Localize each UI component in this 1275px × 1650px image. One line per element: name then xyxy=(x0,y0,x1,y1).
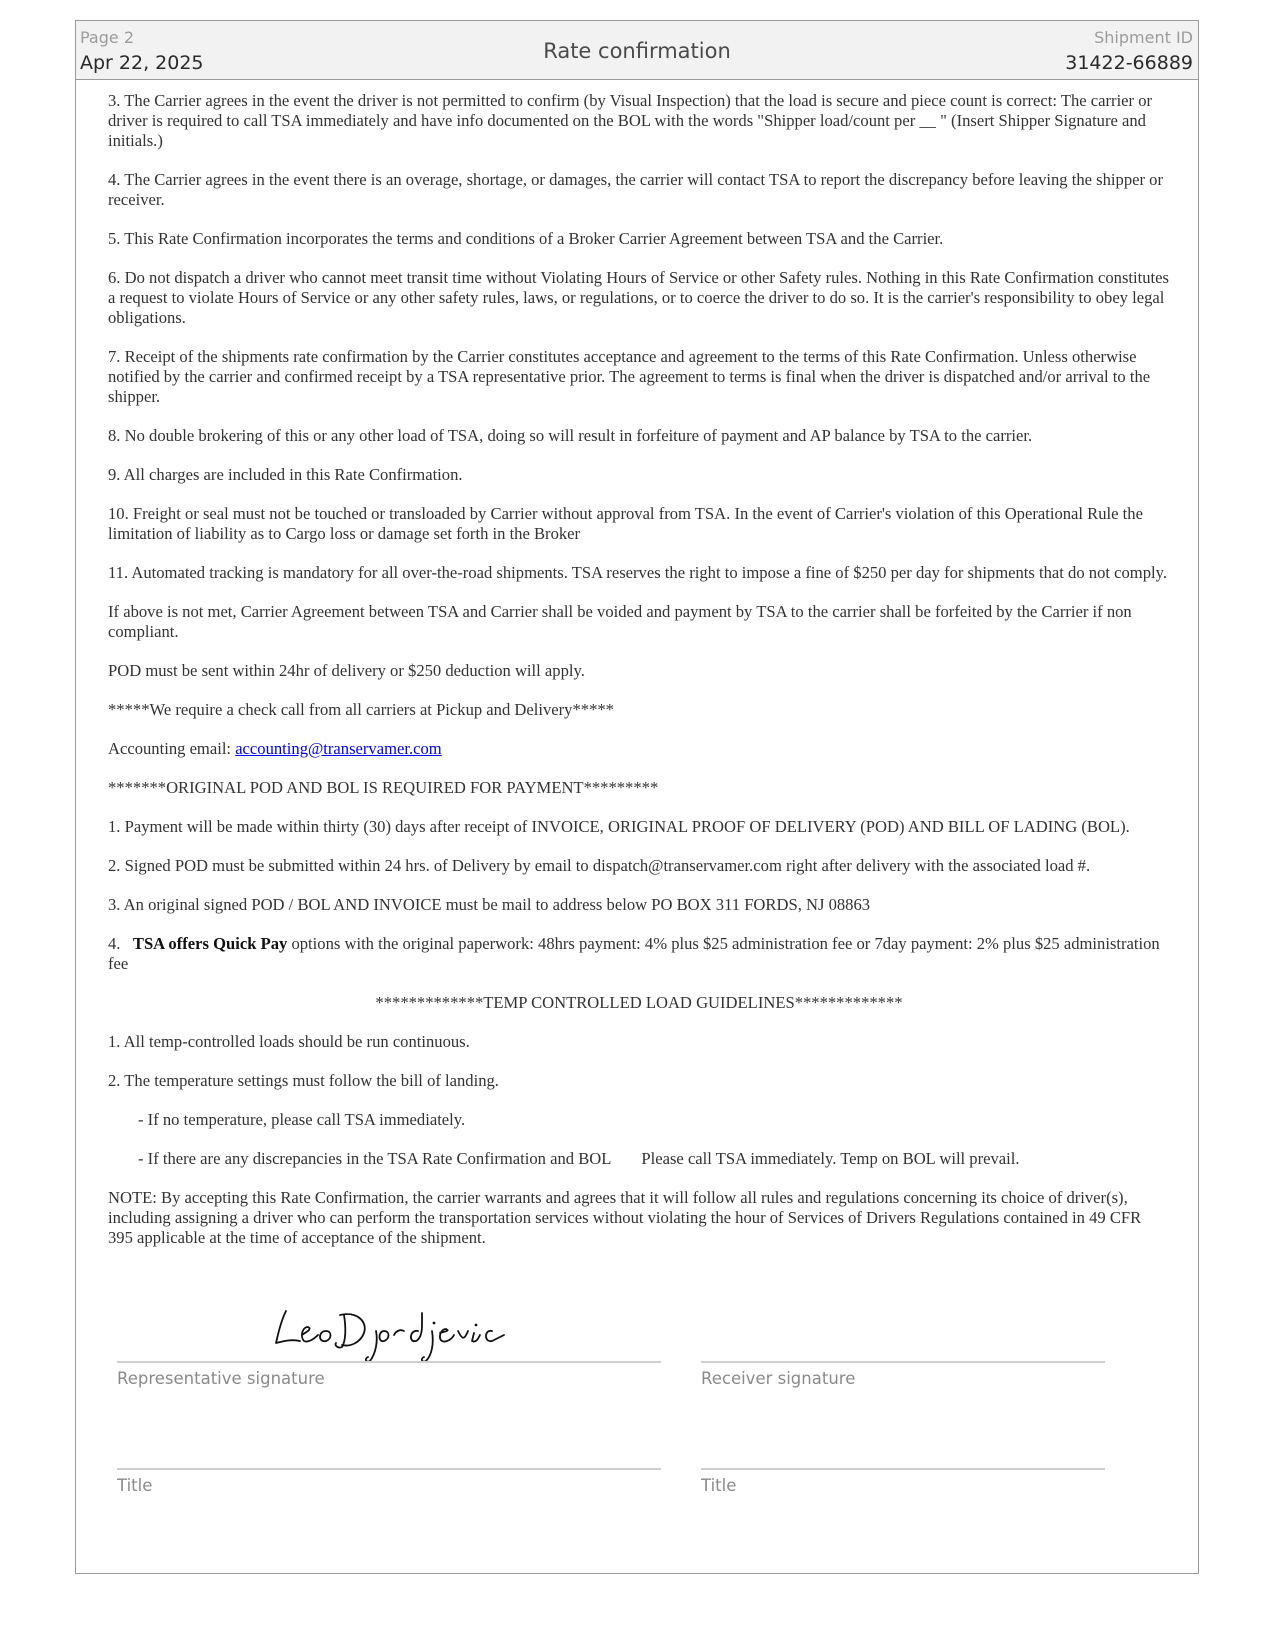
temp-sub-2b: Please call TSA immediately. Temp on BOL will prevail. xyxy=(641,1149,1020,1168)
term-5: 5. This Rate Confirmation incorporates the terms and conditions of a Broker Carrier Agreement between TSA and the Carrier. xyxy=(108,229,944,248)
accounting-email-link[interactable]: accounting@transervamer.com xyxy=(235,739,442,758)
term-9: 9. All charges are included in this Rate Confirmation. xyxy=(108,465,463,484)
temp-sub-2a: - If there are any discrepancies in the TSA Rate Confirmation and BOL xyxy=(138,1149,612,1168)
receiver-title-label: Title xyxy=(701,1476,737,1495)
page-header xyxy=(76,21,1198,80)
document-title: Rate confirmation xyxy=(543,39,731,63)
temp-guidelines-heading: *************TEMP CONTROLLED LOAD GUIDELINES************* xyxy=(375,993,903,1012)
quick-pay-label: TSA offers Quick Pay xyxy=(132,934,288,953)
pod-deadline-note: POD must be sent within 24hr of delivery or $250 deduction will apply. xyxy=(108,661,585,680)
temp-sub-2 xyxy=(108,1149,1170,1169)
non-compliance-note: If above is not met, Carrier Agreement between TSA and Carrier shall be voided and payment by TSA to the carrier shall be forfeited by the Carrier if non compliant. xyxy=(108,602,1132,641)
term-10: 10. Freight or seal must not be touched or transloaded by Carrier without approval from TSA. In the event of Carrier's violation of this Operational Rule the limitation of liability as to Cargo loss or damage set forth in the Broker xyxy=(108,504,1143,543)
accounting-email-line xyxy=(108,739,1170,759)
term-7: 7. Receipt of the shipments rate confirmation by the Carrier constitutes acceptance and agreement to the terms of this Rate Confirmation. Unless otherwise notified by the carrier and confirmed receipt by a TSA representative prior. The agreement to terms is final when the driver is dispatched and/or arrival to the shipper. xyxy=(108,347,1151,406)
accounting-email-label: Accounting email: xyxy=(108,739,236,758)
representative-signature-line xyxy=(117,1361,661,1363)
term-4: 4. The Carrier agrees in the event there is an overage, shortage, or damages, the carrier will contact TSA to report the discrepancy before leaving the shipper or receiver. xyxy=(108,170,1163,209)
page-number-label: Page 2 xyxy=(80,28,134,47)
payment-term-2: 2. Signed POD must be submitted within 24 hrs. of Delivery by email to dispatch@transervamer.com right after delivery with the associated load #. xyxy=(108,856,1091,875)
original-pod-note: *******ORIGINAL POD AND BOL IS REQUIRED FOR PAYMENT********* xyxy=(108,778,659,797)
check-call-note: *****We require a check call from all carriers at Pickup and Delivery***** xyxy=(108,700,614,719)
payment-term-3: 3. An original signed POD / BOL AND INVOICE must be mail to address below PO BOX 311 FORDS, NJ 08863 xyxy=(108,895,871,914)
signature-section xyxy=(76,1361,1198,1581)
receiver-signature-label: Receiver signature xyxy=(701,1369,856,1388)
representative-title-line xyxy=(117,1468,661,1470)
term-6: 6. Do not dispatch a driver who cannot meet transit time without Violating Hours of Service or other Safety rules. Nothing in this Rate Confirmation constitutes a request to violate Hours of Service or any other safety rules, laws, or regulations, or to coerce the driver to do so. It is the carrier's responsibility to obey legal obligations. xyxy=(108,268,1169,327)
temp-term-2: 2. The temperature settings must follow the bill of landing. xyxy=(108,1071,499,1090)
shipment-id: 31422-66889 xyxy=(1065,52,1193,74)
representative-signature-label: Representative signature xyxy=(117,1369,325,1388)
terms-body xyxy=(108,91,1170,1267)
temp-term-1: 1. All temp-controlled loads should be run continuous. xyxy=(108,1032,470,1051)
term-8: 8. No double brokering of this or any other load of TSA, doing so will result in forfeiture of payment and AP balance by TSA to the carrier. xyxy=(108,426,1033,445)
term-3: 3. The Carrier agrees in the event the driver is not permitted to confirm (by Visual Inspection) that the load is secure and piece count is correct: The carrier or driver is required to call TSA immediately and have info documented on the BOL with the words "Shipper load/count per __ " (Insert Shipper Signature and initials.) xyxy=(108,91,1153,150)
payment-term-4 xyxy=(108,934,1170,974)
receiver-title-line xyxy=(701,1468,1105,1470)
document-page xyxy=(75,20,1199,1574)
payment-term-1: 1. Payment will be made within thirty (30) days after receipt of INVOICE, ORIGINAL PROOF OF DELIVERY (POD) AND BILL OF LADING (BOL). xyxy=(108,817,1130,836)
payment-term-4-prefix: 4. xyxy=(108,934,133,953)
temp-note: NOTE: By accepting this Rate Confirmation, the carrier warrants and agrees that it will follow all rules and regulations concerning its choice of driver(s), including assigning a driver who can perform the transportation services without violating the hour of Services of Drivers Regulations contained in 49 CFR 395 applicable at the time of acceptance of the shipment. xyxy=(108,1188,1142,1247)
receiver-signature-line xyxy=(701,1361,1105,1363)
temp-sub-1: - If no temperature, please call TSA immediately. xyxy=(138,1110,466,1129)
payment-term-4-text: options with the original paperwork: 48hrs payment: 4% plus $25 administration fee or 7day payment: 2% plus $25 administration fee xyxy=(108,934,1160,973)
term-11: 11. Automated tracking is mandatory for all over-the-road shipments. TSA reserves the right to impose a fine of $250 per day for shipments that do not comply. xyxy=(108,563,1167,582)
representative-signature-image xyxy=(272,1301,512,1365)
shipment-id-label: Shipment ID xyxy=(1094,28,1193,47)
representative-title-label: Title xyxy=(117,1476,153,1495)
document-date: Apr 22, 2025 xyxy=(80,52,204,74)
